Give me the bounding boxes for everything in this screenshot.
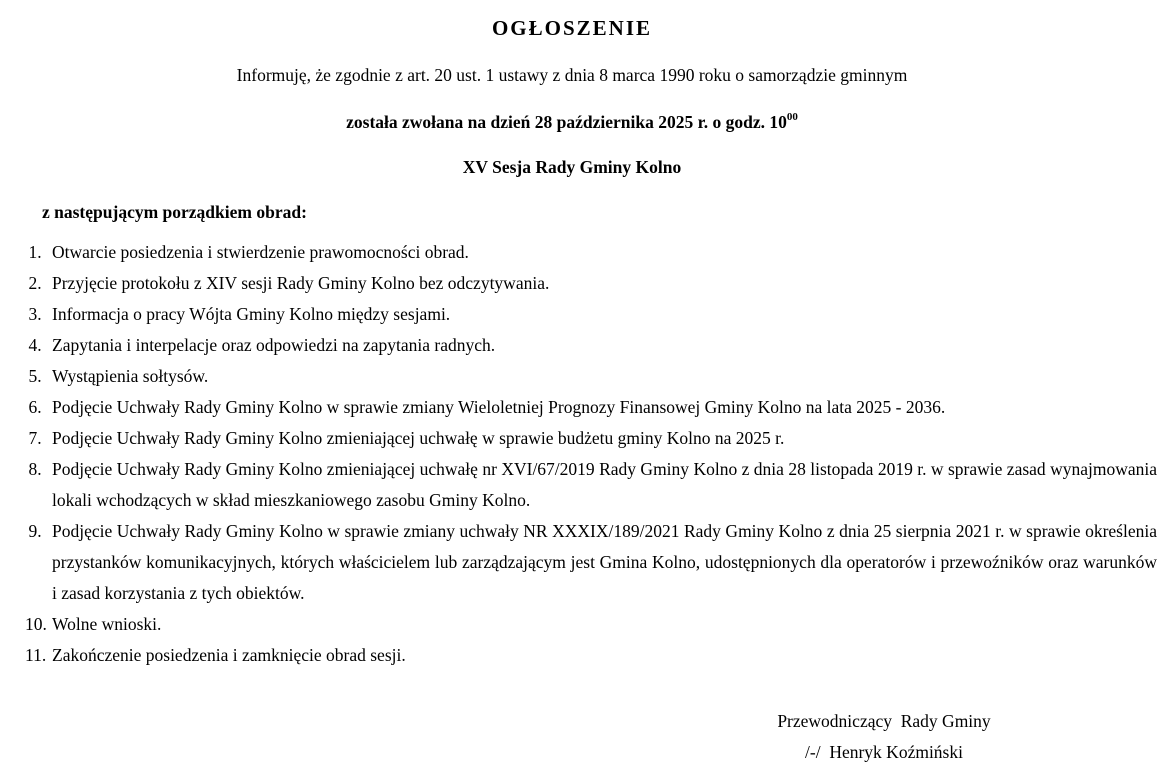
agenda-item-number: 10. — [25, 613, 47, 634]
agenda-item-number: 8. — [28, 458, 42, 479]
agenda-item-number: 11. — [25, 644, 47, 665]
agenda-item-number: 7. — [28, 427, 42, 448]
agenda-heading: z następującym porządkiem obrad: — [42, 201, 307, 222]
signature-name: /-/ Henryk Koźmiński — [805, 741, 963, 762]
agenda-item-number: 3. — [28, 303, 42, 324]
agenda-item-number: 2. — [28, 272, 42, 293]
agenda-item-number: 9. — [28, 520, 42, 541]
agenda-item-number: 4. — [28, 334, 42, 355]
agenda-item — [25, 268, 1157, 299]
agenda-item — [25, 392, 1157, 423]
agenda-item-text: Podjęcie Uchwały Rady Gminy Kolno w sprawie zmiany Wieloletniej Prognozy Finansowej Gminy Kolno na lata 2025 - 2036. — [52, 396, 946, 417]
agenda-item-text: Podjęcie Uchwały Rady Gminy Kolno zmieniającej uchwałę w sprawie budżetu gminy Kolno na 2025 r. — [52, 427, 785, 448]
agenda-item-text: Otwarcie posiedzenia i stwierdzenie prawomocności obrad. — [52, 241, 469, 262]
agenda-item — [25, 423, 1157, 454]
convocation-text: została zwołana na dzień 28 października 2025 r. o godz. 10 — [346, 111, 787, 132]
agenda-item-text: Zapytania i interpelacje oraz odpowiedzi na zapytania radnych. — [52, 334, 496, 355]
convocation-time-superscript: 00 — [786, 111, 798, 123]
agenda-item-number: 1. — [28, 241, 42, 262]
agenda-item-text: Informacja o pracy Wójta Gminy Kolno między sesjami. — [52, 303, 451, 324]
agenda-item — [25, 609, 1157, 640]
agenda-item-text: Zakończenie posiedzenia i zamknięcie obrad sesji. — [52, 644, 406, 665]
convocation-line — [28, 105, 1116, 135]
agenda-item — [25, 330, 1157, 361]
agenda-item-number: 5. — [28, 365, 42, 386]
agenda-list — [25, 237, 1157, 671]
agenda-item-text: Wystąpienia sołtysów. — [52, 365, 209, 386]
document-title: OGŁOSZENIE — [491, 16, 653, 40]
agenda-item-text: Podjęcie Uchwały Rady Gminy Kolno zmieniającej uchwałę nr XVI/67/2019 Rady Gminy Kolno z dnia 28 listopada 2019 r. w sprawie zasad wynajmowania lokali wchodzących w skład mieszkaniowego zasobu Gminy Kolno. — [52, 458, 1157, 510]
signature-block — [714, 706, 1054, 768]
agenda-item — [25, 454, 1157, 516]
agenda-item-text: Wolne wnioski. — [52, 613, 162, 634]
agenda-item — [25, 237, 1157, 268]
agenda-item — [25, 640, 1157, 671]
agenda-item-text: Podjęcie Uchwały Rady Gminy Kolno w sprawie zmiany uchwały NR XXXIX/189/2021 Rady Gminy Kolno z dnia 25 sierpnia 2021 r. w sprawie określenia przystanków komunikacyjnych, których właścicielem lub zarządzającym jest Gmina Kolno, udostępnionych dla operatorów i przewoźników oraz warunków i zasad korzystania z tych obiektów. — [52, 520, 1157, 603]
agenda-item-number: 6. — [28, 396, 42, 417]
signature-role: Przewodniczący Rady Gminy — [777, 710, 991, 731]
agenda-item-text: Przyjęcie protokołu z XIV sesji Rady Gminy Kolno bez odczytywania. — [52, 272, 550, 293]
intro-paragraph: Informuję, że zgodnie z art. 20 ust. 1 ustawy z dnia 8 marca 1990 roku o samorządzie gminnym — [236, 65, 908, 85]
session-title: XV Sesja Rady Gminy Kolno — [462, 156, 682, 177]
agenda-item — [25, 299, 1157, 330]
agenda-item — [25, 516, 1157, 609]
agenda-item — [25, 361, 1157, 392]
